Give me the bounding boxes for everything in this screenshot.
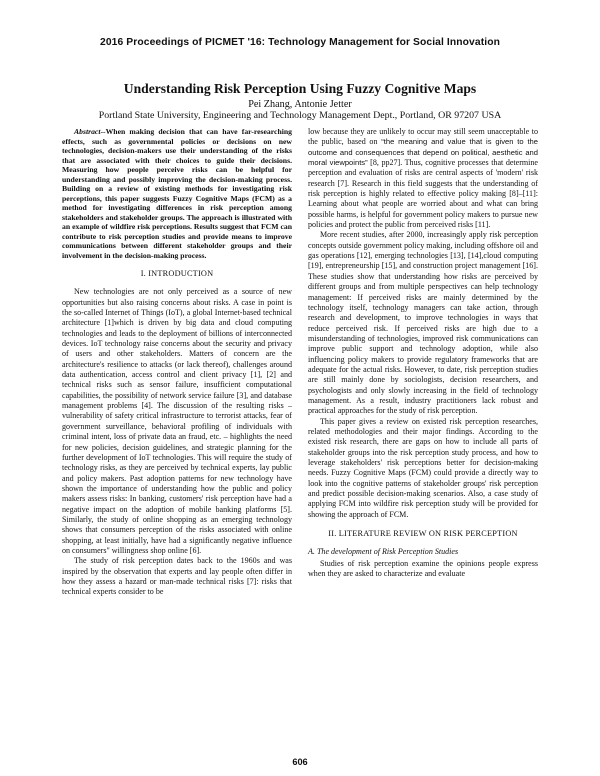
paragraph-text: low because they are unlikely to occur may still seem unacceptable to the public, based on xyxy=(308,127,538,147)
abstract xyxy=(62,127,292,260)
intro-paragraph-2-continued xyxy=(308,127,538,230)
subsection-heading-a: A. The development of Risk Perception Studies xyxy=(308,547,459,557)
quoted-definition: “the meaning and value that is given to the outcome and consequences that depend on political, aesthetic and moral viewpoints” xyxy=(308,137,538,168)
right-column xyxy=(308,127,538,579)
paper-authors: Pei Zhang, Antonie Jetter xyxy=(248,99,352,110)
proceedings-header: 2016 Proceedings of PICMET '16: Technology Management for Social Innovation xyxy=(100,37,500,48)
paper-affiliation: Portland State University, Engineering and Technology Management Dept., Portland, OR 97207 USA xyxy=(98,110,502,121)
intro-paragraph-4: This paper gives a review on existed risk perception researches, related methodologies and their major findings. According to the existed risk research, there are gaps on how to include all parts of stakeholder groups into the risk perception study process, and how to leverage stakeholders' risk perceptions better for decision-making needs. Fuzzy Cognitive Maps (FCM) could provide a directly way to look into the cognitive patterns of stakeholder groups' risk perception and predict possible decision-making scenarios. Also, a case study of applying FCM into wildfire risk perception study will be provided for showing the approach of FCM. xyxy=(308,416,538,519)
section-heading-introduction: I. INTRODUCTION xyxy=(140,269,214,278)
intro-paragraph-2: The study of risk perception dates back to the 1960s and was inspired by the observation that experts and lay people often differ in how they assess a hazard or man-made technical risks [7]: risks that technical experts consider to be xyxy=(62,556,292,597)
paragraph-text: [8, pp27]. Thus, cognitive processes that determine perception and evaluation of risks are central aspects of 'modern' risk research [7]. Research in this field suggests that the understanding of risk perception is highly related to effective policy making [8]–[11]: Learning about what people are worried about and what can bring possible harms, is helpful for government policy makers to pursue new policies and protect the public from perceived risks [11]. xyxy=(308,158,538,230)
abstract-text: --When making decision that can have far-researching effects, such as governmental policies or decisions on new technologies, decision-makers use their understanding of the risks that are associated with their choices to guide their decisions. Measuring how people perceive risks can be helpful for understanding and possibly improving the decision-making process. Building on a review of existing methods for investigating risk perceptions, this paper suggests Fuzzy Cognitive Maps (FCM) as a method for investigating differences in risk perception among stakeholders and stakeholder groups. The approach is illustrated with an example of wildfire risk perceptions. Results suggest that FCM can contribute to risk perception studies and provide means to improve communications between different stakeholder groups and their involvement in the decision-making process. xyxy=(62,127,292,260)
intro-paragraph-3: More recent studies, after 2000, increasingly apply risk perception concepts outside government policy making, including offshore oil and gas operations [12], emerging technologies [13], [14],cloud computing [19], entrepreneurship [15], and construction project management [16]. These studies show that understanding how risks are perceived by different groups and from multiple perspectives can help technology management: If perceived risks are mainly determined by the technology itself, technology managers can take action, through research and development, to improve technologies in ways that reduce perceived risk. If perceived risks are high due to a misunderstanding of technologies, improved risk communications can improve public support and technology adoption, while also influencing policy makers to provide regulatory frameworks that are adequate for the actual risks. However, to date, risk perception studies are still mainly done by sociologists, decision researchers, and psychologists and only slowly increasing in the field of technology management. As a result, industry practitioners lack robust and practical approaches for the study of risk perception. xyxy=(308,230,538,416)
literature-paragraph-1: Studies of risk perception examine the opinions people express when they are asked to characterize and evaluate xyxy=(308,558,538,579)
paper-title: Understanding Risk Perception Using Fuzzy Cognitive Maps xyxy=(123,81,477,96)
page-number: 606 xyxy=(292,757,308,767)
intro-paragraph-1: New technologies are not only perceived as a source of new opportunities but also raising concerns about risks. A case in point is the so-called Internet of Things (IoT), a global Internet-based technical architecture [1]which is driven by big data and cloud computing technologies and leads to the deployment of billions of interconnected devices. IoT technology raise concerns about the security and privacy of users and other stakeholders. Matters of concern are the architecture's resilience to attacks (or lack thereof), challenges around data authentication, access control and client privacy [1], [2] and technical risks such as sensor failure, insufficient computational capabilities, the possibility of network service failure [3], and database management problems [4]. The discussion of the resulting risks – vulnerability of safety critical infrastructure to terrorist attacks, fear of government surveillance, behavioral profiling of individuals with criminal intent, loss of private data an fraud, etc. – highlights the need for new policies, decision guidelines, and strategic planning for the further development of IoT technologies. This will require the study of technology risks, as they are perceived by technical experts, lay public and policy makers. Past adoption patterns for new technology have shown the importance of understanding how the public and policy makers assess risks: In banking, customers' risk perception have had a negative impact on the adoption of mobile banking platforms [5]. Similarly, the study of online shopping as an emerging technology shows that consumers perception of the risks associated with online shopping, at least initially, have had a significantly negative influence on consumers" willingness shop online [6]. xyxy=(62,287,292,555)
section-heading-literature-review: II. LITERATURE REVIEW ON RISK PERCEPTION xyxy=(328,529,518,539)
left-column xyxy=(62,127,292,598)
abstract-label: Abstract xyxy=(74,127,101,136)
